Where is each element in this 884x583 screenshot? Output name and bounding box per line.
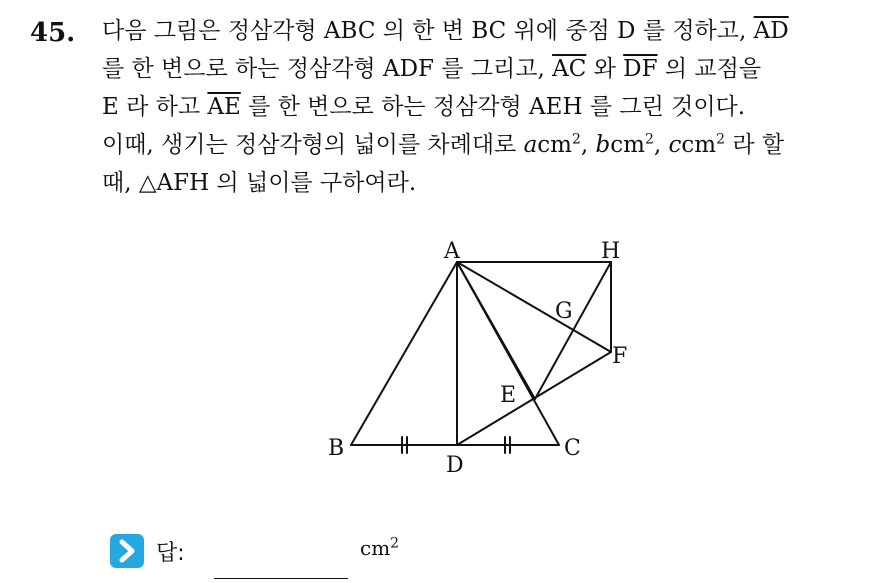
unit-exponent: 2 xyxy=(716,131,726,148)
geometry-diagram xyxy=(320,226,650,486)
var-c: c xyxy=(668,132,682,158)
unit-exponent: 2 xyxy=(644,131,654,148)
chevron-right-glyph xyxy=(110,534,144,568)
answer-label: 답: xyxy=(156,541,185,566)
label-h: H xyxy=(601,239,621,264)
separator: , xyxy=(580,132,596,158)
label-d: D xyxy=(446,453,464,478)
geometry-figure xyxy=(320,226,650,486)
text-segment: 와 xyxy=(586,56,624,82)
question-line-2 xyxy=(102,50,884,88)
segment-ad: $\overline{AD}$ xyxy=(753,18,789,44)
var-b: b xyxy=(595,132,611,158)
answer-unit xyxy=(360,536,399,560)
unit: cm xyxy=(681,132,717,158)
label-f: F xyxy=(612,344,628,369)
question-line-1 xyxy=(102,12,884,50)
var-a: a xyxy=(523,132,538,158)
unit-exponent: 2 xyxy=(572,131,581,148)
segment-ae: $\overline{AE}$ xyxy=(207,94,241,120)
text-segment: 때, △AFH 의 넓이를 구하여라. xyxy=(102,170,417,196)
label-b: B xyxy=(328,436,345,461)
segment-df: $\overline{DF}$ xyxy=(623,56,658,82)
unit: cm xyxy=(610,132,645,158)
text-segment: 를 한 변으로 하는 정삼각형 AEH 를 그린 것이다. xyxy=(240,94,746,120)
label-e: E xyxy=(500,383,517,408)
label-g: G xyxy=(555,299,573,324)
answer-blank[interactable] xyxy=(214,578,348,579)
label-a: A xyxy=(444,239,460,264)
segment-eh xyxy=(535,262,611,399)
unit: cm xyxy=(537,132,572,158)
segment-ac: $\overline{AC}$ xyxy=(552,56,587,82)
segment-ab xyxy=(351,262,457,445)
unit-text: cm xyxy=(360,536,391,560)
text-segment: 를 한 변으로 하는 정삼각형 ADF 를 그리고, xyxy=(102,56,553,82)
text-segment: 라 할 xyxy=(725,132,785,158)
question-number: 45. xyxy=(30,18,76,48)
text-segment: 다음 그림은 정삼각형 ABC 의 한 변 BC 위에 중점 D 를 정하고, xyxy=(102,18,754,44)
unit-exponent: 2 xyxy=(390,535,400,552)
text-segment: 의 교점을 xyxy=(657,56,762,82)
question-text xyxy=(102,12,884,202)
separator: , xyxy=(653,132,669,158)
question-line-3 xyxy=(102,88,884,126)
chevron-right-icon xyxy=(110,534,144,568)
answer-area xyxy=(110,530,510,574)
question-line-4 xyxy=(102,126,884,164)
question-line-5 xyxy=(102,164,884,202)
label-c: C xyxy=(564,436,581,461)
segment-af xyxy=(457,262,611,352)
segment-ae-line xyxy=(457,262,535,399)
text-segment: 이때, 생기는 정삼각형의 넓이를 차례대로 xyxy=(102,132,524,158)
text-segment: E 라 하고 xyxy=(102,94,208,120)
